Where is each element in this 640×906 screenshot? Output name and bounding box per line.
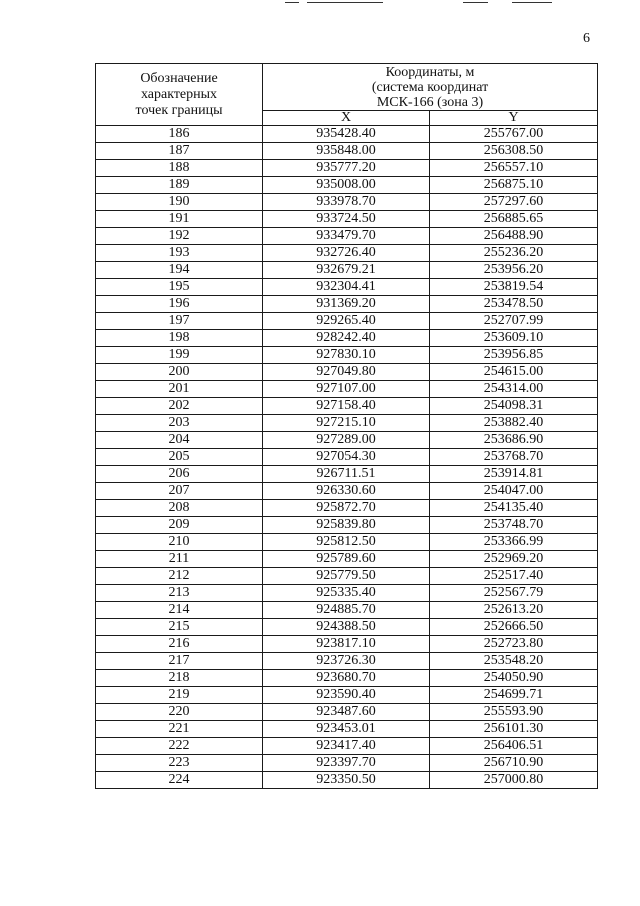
table-row: [96, 585, 598, 602]
point-number-cell: 191: [96, 211, 263, 228]
x-coordinate-cell: 933479.70: [263, 228, 430, 245]
point-number-cell: 206: [96, 466, 263, 483]
table-row: [96, 551, 598, 568]
point-number-cell: 205: [96, 449, 263, 466]
table-row: [96, 262, 598, 279]
table-row: [96, 704, 598, 721]
point-number-cell: 204: [96, 432, 263, 449]
x-coordinate-cell: 932304.41: [263, 279, 430, 296]
y-coordinate-cell: 253366.99: [430, 534, 598, 551]
x-column-header: X: [263, 111, 430, 126]
table-row: [96, 466, 598, 483]
y-coordinate-cell: 254098.31: [430, 398, 598, 415]
x-coordinate-cell: 924388.50: [263, 619, 430, 636]
x-coordinate-cell: 927054.30: [263, 449, 430, 466]
point-number-cell: 186: [96, 126, 263, 143]
point-header-line-2: характерных: [140, 86, 218, 102]
y-coordinate-cell: 254699.71: [430, 687, 598, 704]
point-number-cell: 187: [96, 143, 263, 160]
point-number-cell: 198: [96, 330, 263, 347]
point-number-cell: 213: [96, 585, 263, 602]
y-coordinate-cell: 253609.10: [430, 330, 598, 347]
y-coordinate-cell: 257297.60: [430, 194, 598, 211]
table-row: [96, 568, 598, 585]
top-rule-left: [285, 2, 299, 3]
header-row: [96, 64, 598, 111]
y-coordinate-cell: 256875.10: [430, 177, 598, 194]
y-coordinate-cell: 256885.65: [430, 211, 598, 228]
y-coordinate-cell: 255767.00: [430, 126, 598, 143]
x-coordinate-cell: 923680.70: [263, 670, 430, 687]
table-row: [96, 483, 598, 500]
y-coordinate-cell: 254050.90: [430, 670, 598, 687]
point-number-cell: 190: [96, 194, 263, 211]
y-column-header: Y: [430, 111, 598, 126]
x-coordinate-cell: 927830.10: [263, 347, 430, 364]
point-number-cell: 196: [96, 296, 263, 313]
point-number-cell: 208: [96, 500, 263, 517]
table-row: [96, 653, 598, 670]
point-number-cell: 202: [96, 398, 263, 415]
point-number-cell: 195: [96, 279, 263, 296]
table-row: [96, 398, 598, 415]
top-rule-right-b: [512, 2, 552, 3]
point-header-line-1: Обозначение: [140, 70, 218, 86]
table-row: [96, 415, 598, 432]
table-row: [96, 687, 598, 704]
table-row: [96, 772, 598, 789]
x-coordinate-cell: 924885.70: [263, 602, 430, 619]
x-coordinate-cell: 923417.40: [263, 738, 430, 755]
point-header-line-3: точек границы: [135, 102, 223, 118]
top-rule-right-a: [463, 2, 488, 3]
point-number-cell: 220: [96, 704, 263, 721]
x-coordinate-cell: 925779.50: [263, 568, 430, 585]
x-coordinate-cell: 929265.40: [263, 313, 430, 330]
point-number-cell: 214: [96, 602, 263, 619]
point-number-cell: 200: [96, 364, 263, 381]
table-row: [96, 347, 598, 364]
point-number-cell: 215: [96, 619, 263, 636]
table-row: [96, 636, 598, 653]
table-row: [96, 755, 598, 772]
y-coordinate-cell: 253768.70: [430, 449, 598, 466]
y-coordinate-cell: 256488.90: [430, 228, 598, 245]
x-coordinate-cell: 933978.70: [263, 194, 430, 211]
y-coordinate-cell: 253956.20: [430, 262, 598, 279]
x-coordinate-cell: 923726.30: [263, 653, 430, 670]
x-coordinate-cell: 923453.01: [263, 721, 430, 738]
table-row: [96, 177, 598, 194]
x-coordinate-cell: 932726.40: [263, 245, 430, 262]
coord-header-line-1: Координаты, м: [385, 64, 475, 80]
top-rule-middle: [307, 2, 383, 3]
y-coordinate-cell: 253686.90: [430, 432, 598, 449]
point-number-cell: 207: [96, 483, 263, 500]
table-row: [96, 143, 598, 160]
table-row: [96, 279, 598, 296]
y-coordinate-cell: 254314.00: [430, 381, 598, 398]
y-coordinate-cell: 253478.50: [430, 296, 598, 313]
x-coordinate-cell: 926330.60: [263, 483, 430, 500]
table-row: [96, 228, 598, 245]
table-row: [96, 721, 598, 738]
point-number-cell: 221: [96, 721, 263, 738]
x-coordinate-cell: 925812.50: [263, 534, 430, 551]
y-coordinate-cell: 253748.70: [430, 517, 598, 534]
point-number-cell: 219: [96, 687, 263, 704]
table-row: [96, 381, 598, 398]
x-coordinate-cell: 927107.00: [263, 381, 430, 398]
y-coordinate-cell: 254047.00: [430, 483, 598, 500]
y-coordinate-cell: 252567.79: [430, 585, 598, 602]
table-row: [96, 245, 598, 262]
x-coordinate-cell: 923397.70: [263, 755, 430, 772]
table-row: [96, 619, 598, 636]
y-coordinate-cell: 252723.80: [430, 636, 598, 653]
point-number-cell: 223: [96, 755, 263, 772]
y-coordinate-cell: 253956.85: [430, 347, 598, 364]
table-row: [96, 211, 598, 228]
y-coordinate-cell: 255593.90: [430, 704, 598, 721]
x-coordinate-cell: 935008.00: [263, 177, 430, 194]
coordinates-column-header: [263, 64, 598, 111]
point-number-cell: 203: [96, 415, 263, 432]
point-number-cell: 197: [96, 313, 263, 330]
x-coordinate-cell: 928242.40: [263, 330, 430, 347]
x-coordinate-cell: 927158.40: [263, 398, 430, 415]
x-coordinate-cell: 923487.60: [263, 704, 430, 721]
point-number-cell: 211: [96, 551, 263, 568]
table-row: [96, 330, 598, 347]
x-coordinate-cell: 927049.80: [263, 364, 430, 381]
y-coordinate-cell: 254615.00: [430, 364, 598, 381]
table-row: [96, 194, 598, 211]
table-row: [96, 517, 598, 534]
point-number-cell: 194: [96, 262, 263, 279]
coordinates-table: [95, 63, 598, 789]
y-coordinate-cell: 255236.20: [430, 245, 598, 262]
point-number-cell: 199: [96, 347, 263, 364]
point-number-cell: 188: [96, 160, 263, 177]
table-row: [96, 432, 598, 449]
x-coordinate-cell: 932679.21: [263, 262, 430, 279]
x-coordinate-cell: 935777.20: [263, 160, 430, 177]
x-coordinate-cell: 923350.50: [263, 772, 430, 789]
y-coordinate-cell: 253548.20: [430, 653, 598, 670]
x-coordinate-cell: 926711.51: [263, 466, 430, 483]
table-row: [96, 500, 598, 517]
point-number-cell: 201: [96, 381, 263, 398]
point-number-cell: 218: [96, 670, 263, 687]
point-number-cell: 192: [96, 228, 263, 245]
y-coordinate-cell: 257000.80: [430, 772, 598, 789]
coord-header-line-3: МСК-166 (зона 3): [376, 94, 484, 110]
point-number-cell: 216: [96, 636, 263, 653]
point-number-cell: 210: [96, 534, 263, 551]
point-number-cell: 209: [96, 517, 263, 534]
point-number-cell: 212: [96, 568, 263, 585]
point-number-cell: 193: [96, 245, 263, 262]
y-coordinate-cell: 253882.40: [430, 415, 598, 432]
table-row: [96, 296, 598, 313]
page-number: 6: [583, 31, 590, 46]
x-coordinate-cell: 927215.10: [263, 415, 430, 432]
x-coordinate-cell: 925839.80: [263, 517, 430, 534]
x-coordinate-cell: 933724.50: [263, 211, 430, 228]
table-row: [96, 738, 598, 755]
y-coordinate-cell: 254135.40: [430, 500, 598, 517]
table-row: [96, 160, 598, 177]
y-coordinate-cell: 252517.40: [430, 568, 598, 585]
x-coordinate-cell: 927289.00: [263, 432, 430, 449]
coord-header-line-2: (система координат: [371, 79, 489, 95]
x-coordinate-cell: 923817.10: [263, 636, 430, 653]
y-coordinate-cell: 256406.51: [430, 738, 598, 755]
x-coordinate-cell: 925789.60: [263, 551, 430, 568]
y-coordinate-cell: 252707.99: [430, 313, 598, 330]
y-coordinate-cell: 252969.20: [430, 551, 598, 568]
y-coordinate-cell: 256710.90: [430, 755, 598, 772]
y-coordinate-cell: 252666.50: [430, 619, 598, 636]
x-coordinate-cell: 931369.20: [263, 296, 430, 313]
point-number-cell: 189: [96, 177, 263, 194]
point-column-header: [96, 64, 263, 126]
x-coordinate-cell: 925335.40: [263, 585, 430, 602]
table-row: [96, 364, 598, 381]
table-row: [96, 670, 598, 687]
point-number-cell: 217: [96, 653, 263, 670]
y-coordinate-cell: 256101.30: [430, 721, 598, 738]
table-row: [96, 126, 598, 143]
x-coordinate-cell: 925872.70: [263, 500, 430, 517]
y-coordinate-cell: 253819.54: [430, 279, 598, 296]
point-number-cell: 222: [96, 738, 263, 755]
table-row: [96, 534, 598, 551]
x-coordinate-cell: 935428.40: [263, 126, 430, 143]
y-coordinate-cell: 253914.81: [430, 466, 598, 483]
table-row: [96, 313, 598, 330]
y-coordinate-cell: 252613.20: [430, 602, 598, 619]
x-coordinate-cell: 923590.40: [263, 687, 430, 704]
y-coordinate-cell: 256557.10: [430, 160, 598, 177]
table-row: [96, 449, 598, 466]
x-coordinate-cell: 935848.00: [263, 143, 430, 160]
table-row: [96, 602, 598, 619]
point-number-cell: 224: [96, 772, 263, 789]
y-coordinate-cell: 256308.50: [430, 143, 598, 160]
